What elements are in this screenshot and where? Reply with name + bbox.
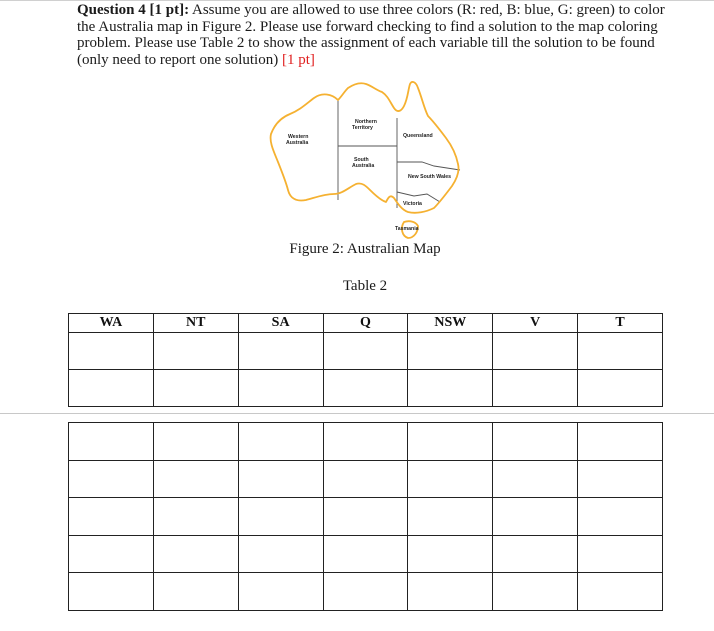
table-row (69, 333, 663, 370)
table-cell[interactable] (238, 535, 323, 573)
australia-outline (271, 82, 459, 213)
table-cell[interactable] (69, 423, 154, 461)
table-cell[interactable] (323, 370, 408, 407)
sa-label-line2: Australia (352, 163, 375, 169)
table-cell[interactable] (153, 460, 238, 498)
table-cell[interactable] (238, 333, 323, 370)
header-sa: SA (238, 314, 323, 333)
header-q: Q (323, 314, 408, 333)
tas-label: Tasmania (395, 226, 419, 232)
question-text: Assume you are allowed to use three colors (R: red, B: blue, G: green) to color the Australia map in Figure 2. Please use forward checking to find a solution to the map coloring problem. Please use Table 2 to show the assignment of each variable till the solution to be found (only need to report one solution) (77, 2, 665, 68)
assignment-table-top (68, 313, 663, 407)
table-cell[interactable] (493, 535, 578, 573)
australia-map (262, 76, 472, 244)
table-cell[interactable] (69, 460, 154, 498)
table-cell[interactable] (238, 460, 323, 498)
points-note: [1 pt] (281, 51, 315, 68)
table-cell[interactable] (493, 333, 578, 370)
table-cell[interactable] (408, 498, 493, 536)
table-cell[interactable] (153, 333, 238, 370)
nt-label-line2: Territory (352, 125, 373, 131)
table-cell[interactable] (493, 573, 578, 611)
table-cell[interactable] (69, 535, 154, 573)
table-cell[interactable] (493, 460, 578, 498)
table-cell[interactable] (323, 573, 408, 611)
table-cell[interactable] (578, 498, 663, 536)
header-nsw: NSW (408, 314, 493, 333)
table-cell[interactable] (153, 498, 238, 536)
table-header-row (69, 314, 663, 333)
header-nt: NT (153, 314, 238, 333)
table-cell[interactable] (69, 573, 154, 611)
table-cell[interactable] (408, 535, 493, 573)
table-cell[interactable] (493, 498, 578, 536)
table-cell[interactable] (408, 333, 493, 370)
table-cell[interactable] (578, 333, 663, 370)
table-row (69, 498, 663, 536)
question-paragraph (77, 2, 677, 68)
table-cell[interactable] (153, 573, 238, 611)
nsw-label: New South Wales (408, 174, 452, 180)
table-cell[interactable] (153, 535, 238, 573)
header-t: T (578, 314, 663, 333)
table-caption: Table 2 (342, 278, 388, 294)
wa-label-line1: Western (288, 134, 309, 140)
qld-nsw-border (397, 162, 460, 170)
table-cell[interactable] (408, 423, 493, 461)
table-row (69, 460, 663, 498)
table-cell[interactable] (323, 460, 408, 498)
header-wa: WA (69, 314, 154, 333)
vic-label: Victoria (403, 201, 422, 207)
page-top-rule (0, 0, 714, 1)
nt-label-line1: Northern (355, 119, 377, 125)
table-cell[interactable] (578, 460, 663, 498)
table-cell[interactable] (238, 498, 323, 536)
table-cell[interactable] (69, 333, 154, 370)
table-row (69, 423, 663, 461)
table-cell[interactable] (238, 423, 323, 461)
question-label: Question 4 [1 pt]: (77, 2, 190, 18)
page-break (0, 413, 714, 414)
figure-caption: Figure 2: Australian Map (289, 241, 441, 257)
table-cell[interactable] (408, 573, 493, 611)
table-cell[interactable] (153, 423, 238, 461)
table-row (69, 573, 663, 611)
table-row (69, 535, 663, 573)
table-cell[interactable] (323, 498, 408, 536)
table-cell[interactable] (408, 460, 493, 498)
table-cell[interactable] (323, 333, 408, 370)
table-row (69, 370, 663, 407)
table-cell[interactable] (69, 370, 154, 407)
table-cell[interactable] (578, 573, 663, 611)
table-cell[interactable] (323, 423, 408, 461)
table-cell[interactable] (153, 370, 238, 407)
table-cell[interactable] (69, 498, 154, 536)
table-cell[interactable] (493, 370, 578, 407)
table-cell[interactable] (323, 535, 408, 573)
state-borders (338, 100, 460, 208)
table-cell[interactable] (238, 370, 323, 407)
table-cell[interactable] (578, 423, 663, 461)
assignment-table-continued (68, 422, 663, 611)
table-cell[interactable] (493, 423, 578, 461)
table-cell[interactable] (578, 370, 663, 407)
wa-label-line2: Australia (286, 140, 309, 146)
sa-label-line1: South (354, 157, 369, 163)
qld-label: Queensland (403, 133, 433, 139)
table-cell[interactable] (408, 370, 493, 407)
table-cell[interactable] (238, 573, 323, 611)
table-cell[interactable] (578, 535, 663, 573)
header-v: V (493, 314, 578, 333)
